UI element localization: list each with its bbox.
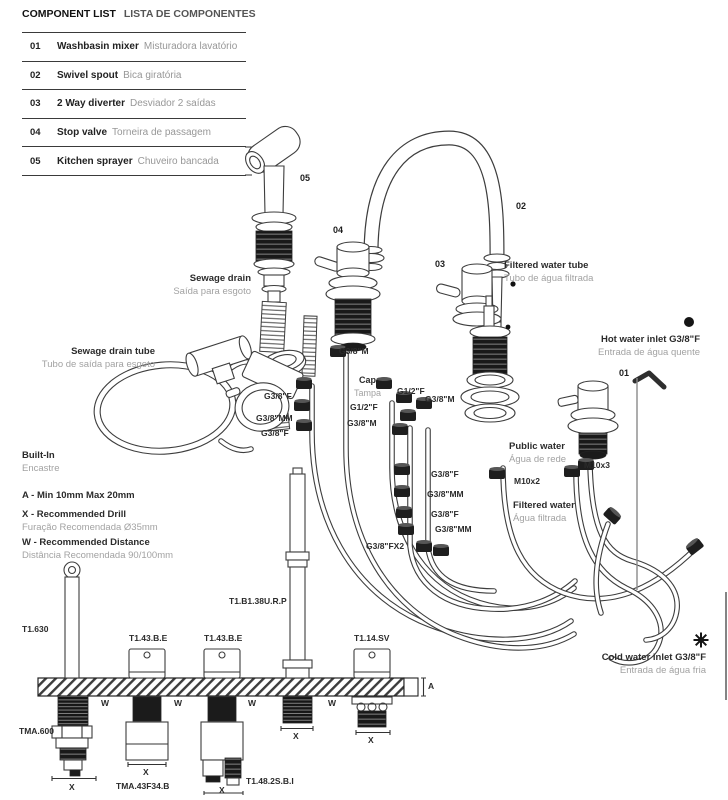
countertop-art: [38, 678, 426, 696]
row-label-pt: Misturadora lavatório: [143, 41, 238, 53]
dim-w-1: W: [101, 698, 110, 708]
component-row-01: [22, 32, 246, 61]
filtered-water-tube-pt: Tubo de água filtrada: [504, 273, 594, 284]
code-t1630: T1.630: [22, 624, 49, 634]
component-row-05: [22, 146, 246, 175]
fitting-m10x2: M10x2: [514, 476, 540, 486]
cold-water-inlet-label: [602, 651, 706, 677]
fitting-g38mm-r2: G3/8"MM: [435, 524, 472, 534]
code-t114sv: T1.14.SV: [354, 633, 390, 643]
built-in-pt: Encastre: [22, 463, 60, 474]
hot-valve-art: [557, 373, 664, 459]
filtered-water-label: [513, 499, 575, 525]
dim-w-4: W: [328, 698, 337, 708]
public-water-en: Public water: [509, 441, 565, 452]
cold-water-inlet-en: Cold water inlet G3/8"F: [601, 652, 706, 663]
sewage-drain-tube-label: [42, 345, 155, 371]
part-number-03: 03: [435, 259, 446, 269]
public-water-pt: Água de rede: [509, 454, 567, 465]
shank-sprayer-art: [52, 562, 96, 781]
note-w: [22, 537, 173, 562]
sewage-drain-pt: Saída para esgoto: [173, 286, 251, 297]
component-row-02: [22, 61, 246, 90]
code-tma43f34b: TMA.43F34.B: [116, 781, 170, 791]
fitting-m10x3: M10x3: [584, 460, 610, 470]
row-num: 05: [30, 155, 41, 167]
note-w-pt: Distância Recomendada 90/100mm: [22, 549, 174, 561]
part-number-02: 02: [516, 201, 527, 211]
component-row-03: [22, 89, 246, 118]
fitting-cap-pt: Tampa: [354, 388, 382, 398]
row-label-pt: Chuveiro bancada: [137, 155, 219, 167]
fitting-g38f-r1: G3/8"F: [431, 469, 459, 479]
filtered-water-pt: Água filtrada: [513, 513, 567, 524]
sewage-drain-tube-en: Sewage drain tube: [71, 346, 155, 357]
part-number-05: 05: [300, 173, 311, 183]
dim-x-1: X: [69, 782, 75, 792]
sewage-drain-en: Sewage drain: [189, 273, 251, 284]
note-x: [22, 509, 158, 534]
fitting-g38mm-r1: G3/8"MM: [427, 489, 464, 499]
component-list-title: [22, 8, 256, 20]
shank-handle-a-art: [126, 649, 168, 767]
row-label-en: Kitchen sprayer: [57, 155, 133, 167]
sewage-drain-label: [173, 272, 251, 298]
fitting-g38f-l1: G3/8"F: [264, 391, 292, 401]
component-list-rows: [22, 32, 246, 176]
filtered-water-tube-en: Filtered water tube: [504, 260, 589, 271]
fitting-g38m-top: G3/8"M: [339, 346, 369, 356]
code-t143be-a: T1.43.B.E: [129, 633, 168, 643]
note-x-en: X - Recommended Drill: [22, 509, 126, 520]
public-water-label: [509, 440, 566, 466]
code-t143be-b: T1.43.B.E: [204, 633, 243, 643]
row-label-en: Swivel spout: [57, 69, 119, 81]
component-list-title-pt: LISTA DE COMPONENTES: [123, 8, 256, 20]
row-label-en: 2 Way diverter: [57, 98, 125, 110]
component-list-title-en: COMPONENT LIST: [22, 8, 116, 20]
component-row-04: [22, 118, 246, 147]
sewage-drain-tube-pt: Tubo de saída para esgoto: [41, 359, 155, 370]
cold-water-snowflake-icon: [694, 633, 709, 648]
row-num: 02: [30, 69, 41, 81]
filtered-water-en: Filtered water: [513, 500, 575, 511]
part-number-01: 01: [619, 368, 630, 378]
fitting-g38m-b: G3/8"M: [347, 418, 377, 428]
code-tma600: TMA.600: [19, 726, 54, 736]
row-label-pt: Bica giratória: [123, 69, 182, 81]
row-num: 03: [30, 98, 41, 110]
note-x-pt: Furação Recomendada Ø35mm: [22, 521, 158, 533]
note-a-text: A - Min 10mm Max 20mm: [22, 490, 135, 501]
hot-water-dot-icon: [684, 317, 694, 327]
dim-w-2: W: [174, 698, 183, 708]
dim-a: A: [428, 681, 435, 691]
fitting-g38fx2: G3/8"FX2: [366, 541, 405, 551]
fitting-g12f-a: G1/2"F: [397, 386, 425, 396]
dim-x-5: X: [368, 735, 374, 745]
fitting-g38f-r2: G3/8"F: [431, 509, 459, 519]
fitting-g38m-a: G3/8"M: [425, 394, 455, 404]
row-label-en: Washbasin mixer: [57, 41, 139, 53]
built-in-label: [22, 449, 60, 475]
dim-x-2: X: [143, 767, 149, 777]
code-t1b138urp: T1.B1.38U.R.P: [229, 596, 287, 606]
dim-x-4: X: [293, 731, 299, 741]
hot-water-inlet-en: Hot water inlet G3/8"F: [601, 334, 700, 345]
row-label-en: Stop valve: [57, 127, 108, 139]
part-number-04: 04: [333, 225, 344, 235]
shank-handle-b-art: [201, 649, 243, 795]
row-label-pt: Desviador 2 saídas: [130, 98, 216, 110]
component-list: [22, 8, 256, 167]
dim-x-3: X: [219, 785, 225, 795]
note-a: [22, 490, 135, 503]
fitting-g38f-l2: G3/8"F: [261, 428, 289, 438]
kitchen-sprayer-art: [240, 121, 305, 232]
dim-w-3: W: [248, 698, 257, 708]
row-label-pt: Torneira de passagem: [112, 127, 211, 139]
code-t1482sbi: T1.48.2S.B.I: [246, 776, 294, 786]
fitting-g38mm-l: G3/8"MM: [256, 413, 293, 423]
row-num: 04: [30, 127, 41, 139]
hot-water-inlet-pt: Entrada de água quente: [598, 347, 700, 358]
hot-water-inlet-label: [598, 333, 700, 359]
filtered-water-tube-label: [504, 259, 593, 285]
cold-water-inlet-pt: Entrada de água fria: [619, 665, 706, 676]
row-num: 01: [30, 41, 41, 53]
built-in-en: Built-In: [22, 450, 55, 461]
note-w-en: W - Recommended Distance: [22, 537, 150, 548]
fitting-g12f-b: G1/2"F: [350, 402, 378, 412]
fitting-cap-en: Cap: [359, 375, 377, 385]
